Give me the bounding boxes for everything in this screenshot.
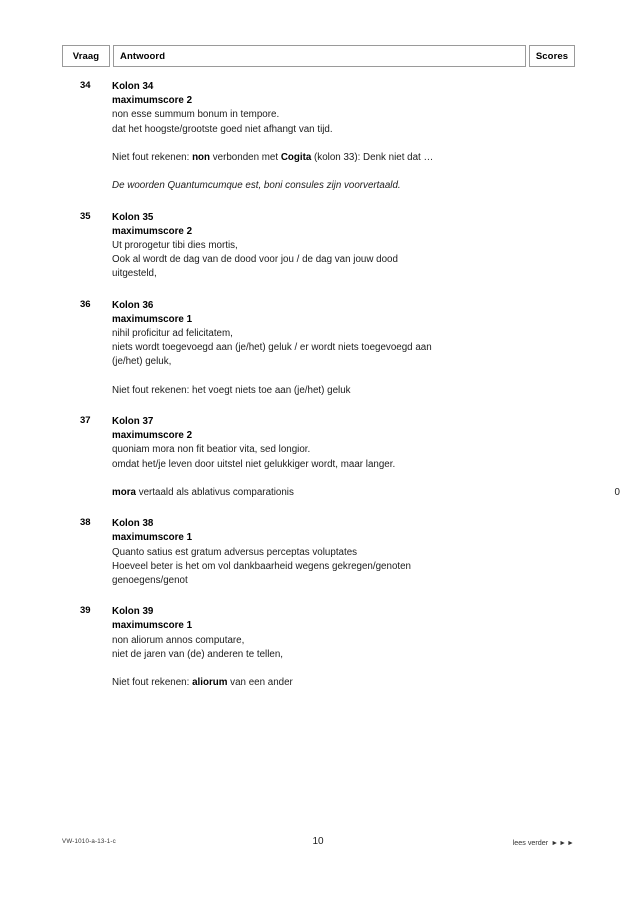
answer-line: genoegens/genot — [112, 575, 188, 587]
answer-line: maximumscore 2 — [112, 430, 193, 442]
answer-block — [0, 415, 636, 500]
block-gap — [0, 500, 636, 517]
answer-block — [0, 80, 636, 194]
page-footer — [0, 836, 636, 854]
column-header-scores: Scores — [529, 45, 575, 67]
block-gap — [0, 194, 636, 211]
answer-line: Kolon 38 — [112, 518, 154, 530]
answer-line: omdat het/je leven door uitstel niet gelukkiger wordt, maar langer. — [112, 458, 396, 470]
answer-line: dat het hoogste/grootste goed niet afhangt van tijd. — [112, 123, 333, 135]
answer-block — [0, 517, 636, 588]
answer-line: niet de jaren van (de) anderen te tellen, — [112, 648, 284, 660]
block-gap — [0, 398, 636, 415]
answer-line: maximumscore 2 — [112, 95, 193, 107]
answer-line: Kolon 36 — [112, 299, 154, 311]
score-value: 0 — [614, 487, 620, 499]
line-spacer — [112, 137, 578, 151]
column-header-vraag: Vraag — [62, 45, 110, 67]
question-number: 37 — [80, 415, 91, 427]
answer-line: non esse summum bonum in tempore. — [112, 109, 280, 121]
question-number: 39 — [80, 605, 91, 617]
question-number: 35 — [80, 210, 91, 222]
block-gap — [0, 588, 636, 605]
answer-line: Kolon 34 — [112, 81, 154, 92]
answer-line: Hoeveel beter is het om vol dankbaarheid wegens gekregen/genoten — [112, 560, 412, 572]
answer-line: Ut prorogetur tibi dies mortis, — [112, 240, 238, 251]
answer-line: non aliorum annos computare, — [112, 634, 245, 646]
question-number: 34 — [80, 80, 91, 91]
question-number: 36 — [80, 298, 91, 310]
footer-page-number: 10 — [312, 836, 324, 847]
answer-line: quoniam mora non fit beatior vita, sed longior. — [112, 444, 311, 456]
answer-line: Kolon 37 — [112, 416, 154, 428]
block-gap — [0, 282, 636, 299]
answer-line: uitgesteld, — [112, 268, 157, 280]
answer-line: maximumscore 1 — [112, 532, 193, 544]
answer-line: Niet fout rekenen: non verbonden met Cogita (kolon 33): Denk niet dat … — [112, 152, 434, 163]
answer-line: maximumscore 1 — [112, 620, 193, 632]
footer-exam-code: VW-1010-a-13-1-c — [62, 838, 116, 845]
line-spacer — [112, 662, 578, 676]
line-spacer — [112, 165, 578, 179]
answer-blocks-container — [0, 80, 636, 690]
answer-line: maximumscore 1 — [112, 313, 193, 325]
question-number: 38 — [80, 517, 91, 529]
line-spacer — [112, 472, 578, 486]
column-header-antwoord: Antwoord — [113, 45, 526, 67]
triangle-right-icon: ►►► — [551, 840, 575, 847]
footer-lees-verder — [513, 838, 575, 847]
answer-block — [0, 605, 636, 690]
answer-line: Niet fout rekenen: aliorum van een ander — [112, 677, 293, 689]
line-spacer — [112, 370, 578, 384]
answer-line: mora vertaald als ablativus comparationis 0 — [112, 486, 578, 500]
answer-line: Quanto satius est gratum adversus perceptas voluptates — [112, 546, 358, 558]
answer-line: Kolon 39 — [112, 606, 154, 618]
footer-next-label: lees verder — [512, 838, 549, 847]
answer-line: Kolon 35 — [112, 211, 154, 223]
answer-line: niets wordt toegevoegd aan (je/het) geluk / er wordt niets toegevoegd aan — [112, 342, 432, 354]
answer-line: Niet fout rekenen: het voegt niets toe aan (je/het) geluk — [112, 384, 351, 396]
answer-block — [0, 299, 636, 398]
answer-line: Ook al wordt de dag van de dood voor jou / de dag van jouw dood — [112, 254, 398, 266]
answer-table-header — [62, 45, 575, 67]
answer-line: maximumscore 2 — [112, 225, 193, 237]
answer-line: De woorden Quantumcumque est, boni consules zijn voorvertaald. — [112, 180, 401, 192]
answer-block — [0, 211, 636, 282]
answer-line: nihil proficitur ad felicitatem, — [112, 328, 233, 340]
answer-line: (je/het) geluk, — [112, 356, 172, 368]
